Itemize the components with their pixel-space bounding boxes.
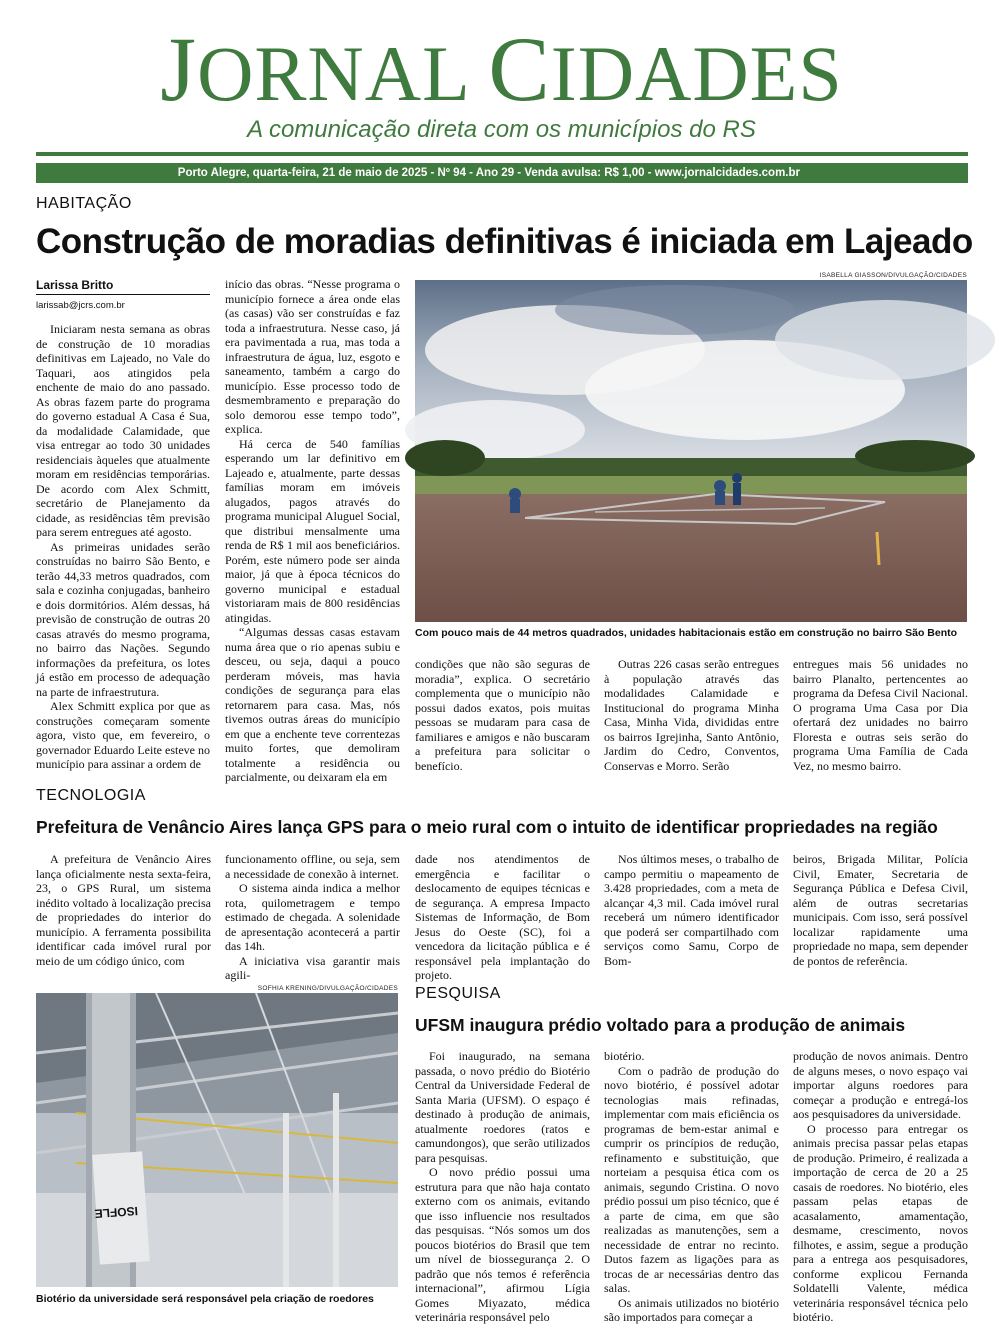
construction-site-photo <box>415 280 967 622</box>
masthead-rule <box>36 152 968 156</box>
paragraph: A iniciativa visa garantir mais agili- <box>225 953 400 982</box>
dateline-bar: Porto Alegre, quarta-feira, 21 de maio de 2025 - Nº 94 - Ano 29 - Venda avulsa: R$ 1,00 - www.jornalcidades.com.br <box>36 163 968 183</box>
paragraph: Nos últimos meses, o trabalho de campo permitiu o mapeamento de 3.428 propriedades, com a meta de alcançar 4,3 mil. Cada imóvel rural receberá um número identificador que poderá ser compartilhado com serviços como Samu, Corpo de Bom- <box>604 852 779 968</box>
article2-column-1 <box>36 852 211 968</box>
paragraph: funcionamento offline, ou seja, sem a necessidade de conexão à internet. <box>225 852 400 881</box>
section-habitacao: HABITAÇÃO <box>36 195 132 212</box>
author-email[interactable]: larissab@jcrs.com.br <box>36 300 125 311</box>
article1-column-1 <box>36 322 210 771</box>
paragraph: dade nos atendimentos de emergência e facilitar o deslocamento de equipes técnicas e de segurança. A empresa Impacto Sistemas de Informação, de Bom Jesus do Oeste (SC), foi a vencedora da licitação pública e é responsável pela implantação do projeto. <box>415 852 590 982</box>
article3-column-1 <box>415 1049 590 1324</box>
article2-column-2 <box>225 852 400 982</box>
bioterio-interior-photo <box>36 993 398 1287</box>
paragraph: O processo para entregar os animais precisa passar pelas etapas de produção. Primeiro, é realizada a importação de cerca de 20 a 25 casais de roedores. No biotério, eles passam pelas etapas de acasalamento, amamentação, desmame, crescimento, novos filhotes, e assim, segue a produção para a entrega aos pesquisadores, conforme explicou Fernanda Soldatelli Valente, médica veterinária responsável técnica pelo biotério. <box>793 1121 968 1324</box>
byline-rule <box>36 294 210 295</box>
paragraph: Os animais utilizados no biotério são importados para começar a <box>604 1295 779 1324</box>
paragraph: Outras 226 casas serão entregues à população através das modalidades Calamidade e Institucional do programa Minha Casa, Minha Vida, divididas entre os bairros Igrejinha, Santo Antônio, Jardim do Cedro, Conventos, Conservas e Morro. Serão <box>604 657 779 773</box>
article2-column-4 <box>604 852 779 968</box>
article1-column-4 <box>604 657 779 773</box>
article3-column-2 <box>604 1049 779 1324</box>
headline-ufsm: UFSM inaugura prédio voltado para a produção de animais <box>415 1015 906 1035</box>
paragraph: A prefeitura de Venâncio Aires lança oficialmente nesta sexta-feira, 23, o GPS Rural, um sistema inédito voltado à localização precisa de propriedades do interior do município. A ferramenta possibilita identificar cada imóvel rural por meio de um código único, com <box>36 852 211 968</box>
title-word-cidades: IDADES <box>550 30 843 117</box>
author-byline: Larissa Britto <box>36 278 114 292</box>
paragraph: início das obras. “Nesse programa o município fornece a área onde elas (as casas) vão ser construídas e faz toda a infraestrutura. Nesse caso, já era pavimentada a rua, mas toda a infraestrutura de água, luz, esgoto e saneamento, também a cargo do município. Esse processo todo de desmembramento e preparação do solo demorou esse tempo todo”, explica. <box>225 277 400 436</box>
paragraph: Alex Schmitt explica por que as construções começaram somente agora, visto que, em fevereiro, o governador Eduardo Leite esteve no município para assinar a ordem de <box>36 699 210 771</box>
paragraph: beiros, Brigada Militar, Polícia Civil, Emater, Secretaria de Segurança Pública e Defesa Civil, além de outras secretarias municipais. Com isso, será possível localizar rapidamente uma propriedade no mapa, sem depender de pontos de referência. <box>793 852 968 968</box>
section-pesquisa: PESQUISA <box>415 985 501 1002</box>
paragraph: As primeiras unidades serão construídas no bairro São Bento, e terão 44,33 metros quadrados, com sala e cozinha conjugadas, banheiro e dois dormitórios. Além dessas, há previsão de construção de outras 20 casas através do mesmo programa, no bairro das Nações. Segundo informações da prefeitura, os lotes já estão em processo de adequação na parte de infraestrutura. <box>36 539 210 699</box>
photo-credit-lajeado: ISABELLA GIASSON/DIVULGAÇÃO/CIDADES <box>819 272 967 279</box>
headline-lajeado: Construção de moradias definitivas é iniciada em Lajeado <box>36 222 973 261</box>
caption-bioterio: Biotério da universidade será responsável pela criação de roedores <box>36 1293 374 1305</box>
article1-column-3 <box>415 657 590 773</box>
paragraph: “Algumas dessas casas estavam numa área que o rio apenas subiu e desceu, ou seja, daqui a pouco perderam móveis, mas havia condições de segurança para elas retornarem para casa. Mas, nós tivemos outras áreas do município em que a enchente teve correntezas muito fortes, que demoliram totalmente a residência ou parcialmente, ou deixaram ela em <box>225 625 400 784</box>
title-initial-c: C <box>488 18 551 120</box>
masthead-title <box>0 18 1003 120</box>
paragraph: produção de novos animais. Dentro de alguns meses, o novo espaço vai importar alguns roedores para começar a produção e entregá-los aos pesquisadores da universidade. <box>793 1049 968 1121</box>
title-word-jornal: ORNAL <box>197 30 468 117</box>
caption-lajeado: Com pouco mais de 44 metros quadrados, unidades habitacionais estão em construção no bairro São Bento <box>415 627 958 639</box>
article2-column-3 <box>415 852 590 982</box>
article3-column-3 <box>793 1049 968 1324</box>
article1-column-2 <box>225 277 400 784</box>
paragraph: Iniciaram nesta semana as obras de construção de 10 moradias definitivas em Lajeado, no Vale do Taquari, aos atingidos pela enchente de maio do ano passado. As obras fazem parte do programa do governo estadual A Casa é Sua, da modalidade Calamidade, que visa entregar ao todo 30 unidades residenciais àqueles que atualmente moram em residências temporárias. De acordo com Alex Schmitt, secretário de Planejamento da cidade, as residências têm previsão para serem entregues até agosto. <box>36 322 210 539</box>
article1-column-5 <box>793 657 968 773</box>
paragraph: entregues mais 56 unidades no bairro Planalto, pertencentes ao programa da Defesa Civil Nacional. O programa Uma Casa por Dia ofertará dez unidades no bairro Floresta e outras seis serão do programa Uma Família de Cada Vez, no mesmo bairro. <box>793 657 968 773</box>
masthead-tagline: A comunicação direta com os municípios do RS <box>247 116 756 143</box>
title-initial-j: J <box>160 18 198 120</box>
paragraph: condições que não são seguras de moradia”, explica. O secretário complementa que o município não possui dados exatos, pois muitas pessoas se mudaram para casa de familiares e amigos e não buscaram a prefeitura para solicitar o benefício. <box>415 657 590 773</box>
paragraph: Com o padrão de produção do novo biotério, é possível adotar tecnologias mais refinadas, implementar com mais eficiência os programas de bem-estar animal e cumprir os princípios de redução, refinamento e substituição, que norteiam a pesquisa ética com os animais, segundo Cristina. O novo prédio possui um piso técnico, que é a parte de cima, em que são realizadas as manutenções, sem a necessidade de entrar no recinto. Dutos fazem as ligações para as trocas de ar necessárias dentro das salas. <box>604 1063 779 1295</box>
paragraph: Há cerca de 540 famílias esperando um lar definitivo em Lajeado e, atualmente, parte dessas famílias moram em imóveis alugados, pagos através do programa municipal Aluguel Social, que distribui mensalmente uma renda de R$ 1 mil aos beneficiários. Porém, este número pode ser ainda maior, já que à época técnicos do governo municipal e estadual vistoriaram mais de 800 residências atingidas. <box>225 436 400 625</box>
headline-gps-rural: Prefeitura de Venâncio Aires lança GPS para o meio rural com o intuito de identificar propriedades na região <box>36 817 938 837</box>
paragraph: O sistema ainda indica a melhor rota, quilometragem e tempo estimado de chegada. A solenidade de apresentação acontecerá a partir das 14h. <box>225 881 400 953</box>
photo-credit-ufsm: SOFHIA KRENING/DIVULGAÇÃO/CIDADES <box>257 985 398 992</box>
isofle-sign-text: ISOFLE <box>94 1203 139 1221</box>
section-tecnologia: TECNOLOGIA <box>36 787 146 804</box>
article2-column-5 <box>793 852 968 968</box>
paragraph: O novo prédio possui uma estrutura para que não haja contato externo com os animais, evitando que isso influencie nos resultados das pesquisas. “Nós somos um dos poucos biotérios do Brasil que tem um nível de biossegurança 2. O padrão que nós temos é referência internacional”, afirmou Lígia Gomes Miyazato, médica veterinária responsável pelo <box>415 1165 590 1324</box>
paragraph: biotério. <box>604 1049 645 1063</box>
paragraph: Foi inaugurado, na semana passada, o novo prédio do Biotério Central da Universidade Federal de Santa Maria (UFSM). O espaço é destinado à produção de animais, atualmente roedores (ratos e camundongos), que serão utilizados para pesquisas. <box>415 1049 590 1165</box>
